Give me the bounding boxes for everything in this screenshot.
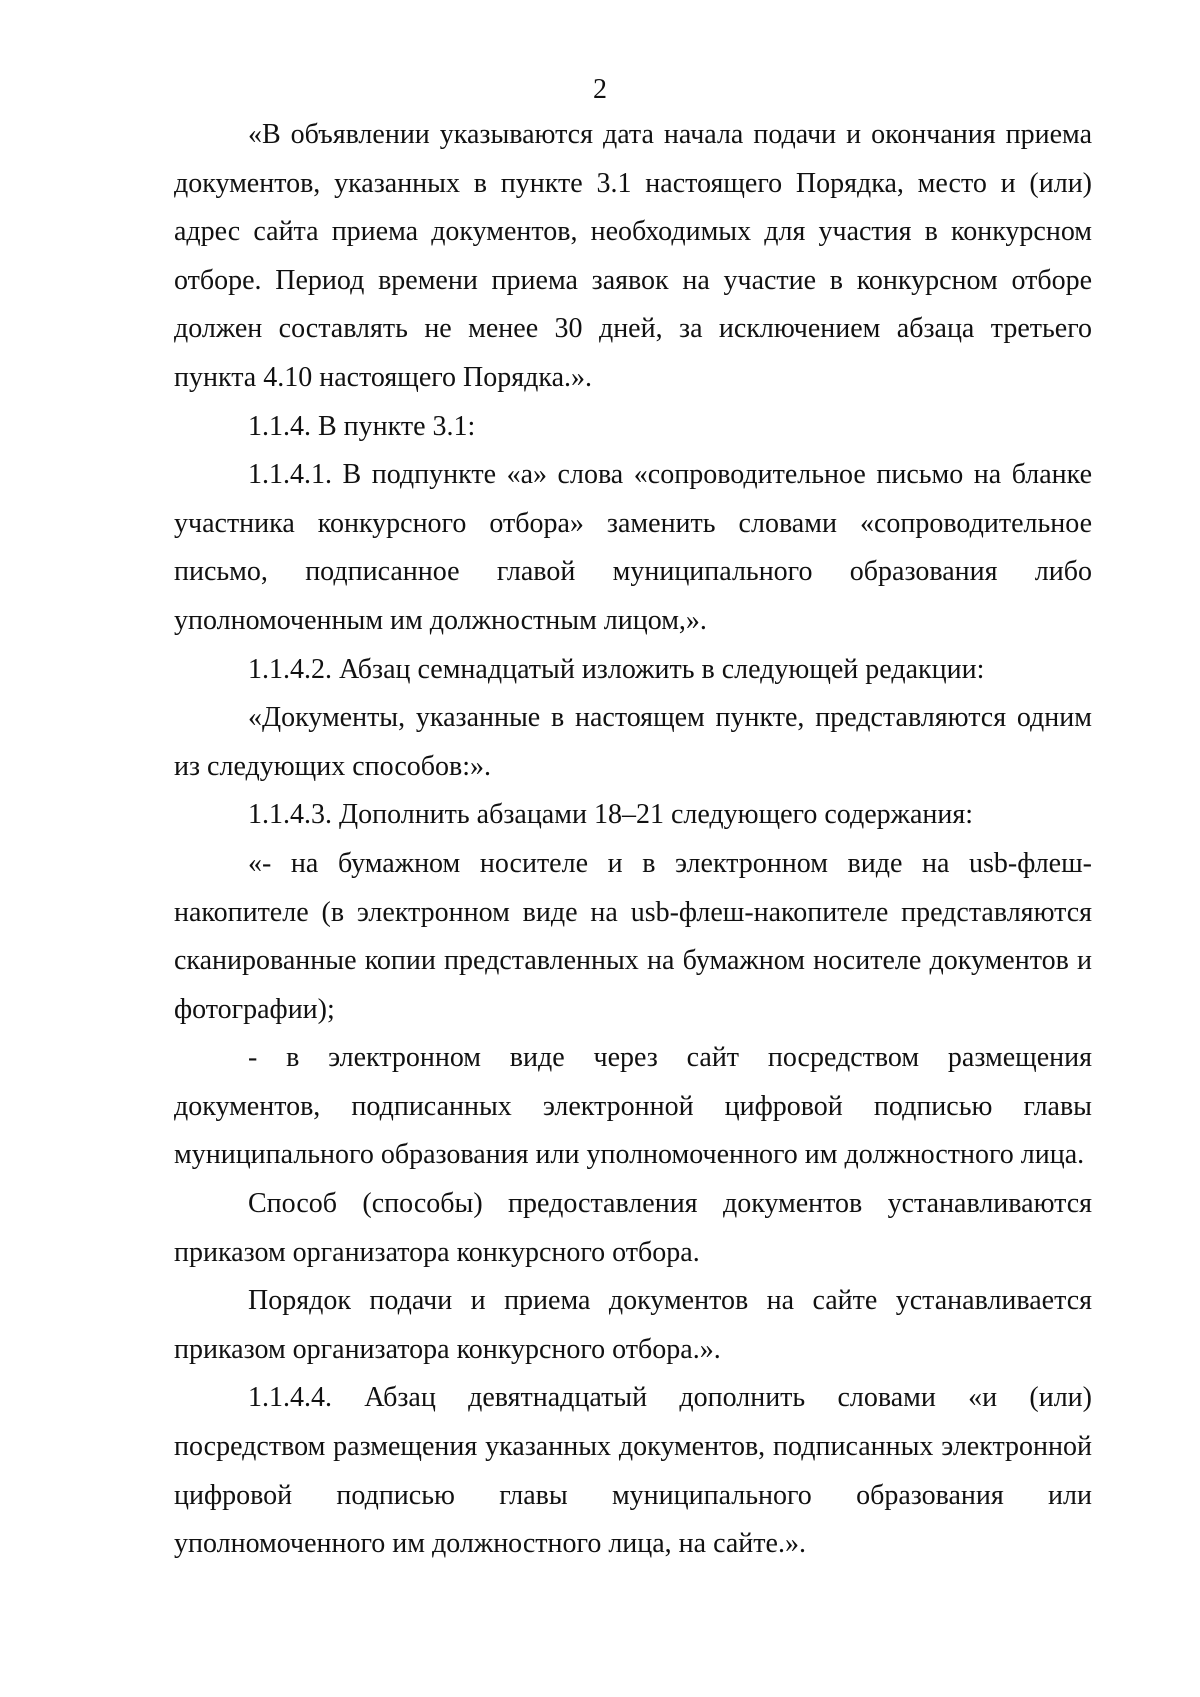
paragraph-1-1-4-4: 1.1.4.4. Абзац девятнадцатый дополнить словами «и (или) посредством размещения указанных документов, подписанных электронной цифровой подписью главы муниципального образования или уполномоченного им должностного лица, на сайте.». [174, 1382, 1092, 1560]
paragraph-submission-order: Порядок подачи и приема документов на сайте устанавливается приказом организатора конкурсного отбора.». [174, 1285, 1092, 1365]
paragraph-paper-medium: «- на бумажном носителе и в электронном виде на usb-флеш-накопителе (в электронном виде на usb-флеш-накопителе представляются сканированные копии представленных на бумажном носителе документов и фотографии); [174, 847, 1092, 1025]
paragraph-documents-methods: «Документы, указанные в настоящем пункте, представляются одним из следующих способов:». [174, 702, 1092, 782]
paragraph-1-1-4-3: 1.1.4.3. Дополнить абзацами 18–21 следующего содержания: [248, 799, 974, 831]
paragraph-electronic-site: - в электронном виде через сайт посредством размещения документов, подписанных электронной цифровой подписью главы муниципального образования или уполномоченного им должностного лица. [174, 1042, 1092, 1171]
paragraph-1-1-4-1: 1.1.4.1. В подпункте «а» слова «сопроводительное письмо на бланке участника конкурсного отбора» заменить словами «сопроводительное письмо, подписанное главой муниципального образования либо уполномоченным им должностным лицом,». [174, 459, 1092, 636]
document-body [174, 111, 1092, 1569]
paragraph-announcement: «В объявлении указываются дата начала подачи и окончания приема документов, указанных в пункте 3.1 настоящего Порядка, место и (или) адрес сайта приема документов, необходимых для участия в конкурсном отборе. Период времени приема заявок на участие в конкурсном отборе должен составлять не менее 30 дней, за исключением абзаца третьего пункта 4.10 настоящего Порядка.». [174, 119, 1092, 393]
page-number: 2 [593, 74, 607, 105]
paragraph-submission-method: Способ (способы) предоставления документов устанавливаются приказом организатора конкурсного отбора. [174, 1188, 1092, 1268]
paragraph-1-1-4: 1.1.4. В пункте 3.1: [248, 410, 476, 442]
paragraph-1-1-4-2: 1.1.4.2. Абзац семнадцатый изложить в следующей редакции: [248, 653, 985, 685]
